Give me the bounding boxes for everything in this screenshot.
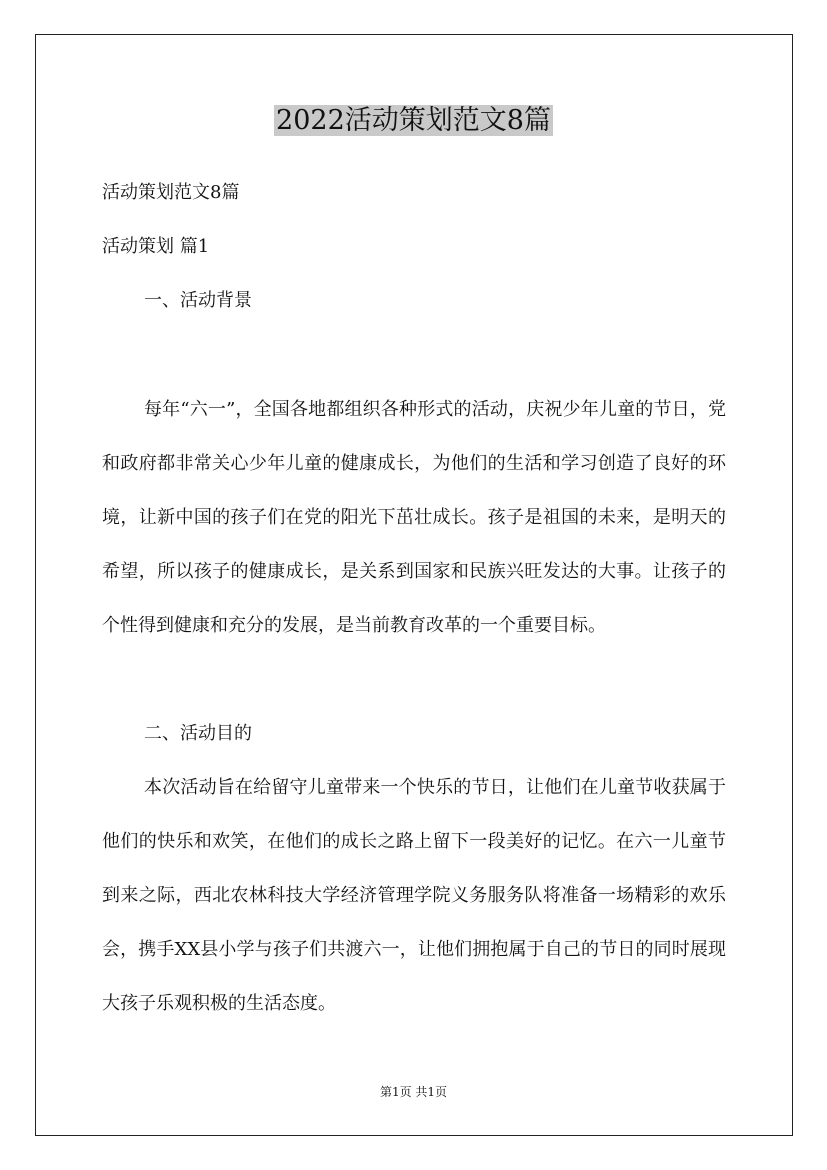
page-footer (0, 1082, 827, 1102)
document-title (0, 100, 827, 142)
paragraph-purpose: 本次活动旨在给留守儿童带来一个快乐的节日，让他们在儿童节收获属于他们的快乐和欢笑，在他们的成长之路上留下一段美好的记忆。在六一儿童节到来之际，西北农林科技大学经济管理学院义务服务队将准备一场精彩的欢乐会，携手XX县小学与孩子们共渡六一，让他们拥抱属于自己的节日的同时展现大孩子乐观积极的生活态度。 (102, 777, 726, 1014)
page-number: 第1页 共1页 (379, 1085, 448, 1099)
paragraph-background: 每年“六一”，全国各地都组织各种形式的活动，庆祝少年儿童的节日，党和政府都非常关心少年儿童的健康成长，为他们的生活和学习创造了良好的环境，让新中国的孩子们在党的阳光下茁壮成长。孩子是祖国的未来，是明天的希望，所以孩子的健康成长，是关系到国家和民族兴旺发达的大事。让孩子的个性得到健康和充分的发展，是当前教育改革的一个重要目标。 (102, 399, 726, 636)
document-title-text: 2022活动策划范文8篇 (276, 105, 551, 136)
heading-background: 一、活动背景 (144, 290, 252, 311)
document-subtitle: 活动策划范文8篇 (102, 182, 240, 203)
section-heading: 活动策划 篇1 (102, 236, 210, 257)
heading-purpose: 二、活动目的 (144, 723, 252, 744)
